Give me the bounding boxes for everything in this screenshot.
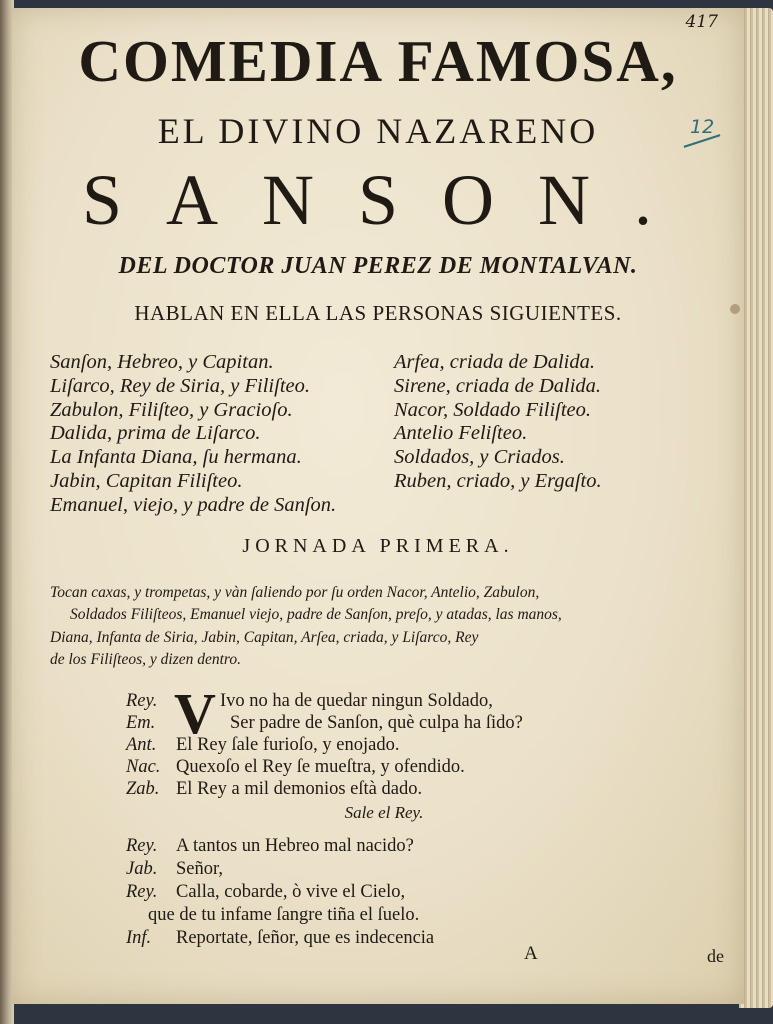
folio-number: 417	[685, 12, 718, 32]
verse-line	[126, 713, 523, 734]
verse-text: Ser padre de Sanſon, què culpa ha ſido?	[230, 713, 523, 733]
catchword: de	[707, 946, 724, 966]
stage-direction-sale: Sale el Rey.	[344, 803, 424, 822]
speaker: Zab.	[126, 779, 160, 799]
signature-mark: A	[524, 943, 538, 964]
verse-line	[126, 928, 434, 949]
verse-line	[126, 735, 399, 756]
cast-entry: Antelio Feliſteo.	[394, 422, 528, 445]
drop-capital: V	[174, 681, 216, 746]
speaker: Jab.	[126, 859, 158, 879]
verse-text: Ivo no ha de quedar ningun Soldado,	[220, 691, 493, 711]
stage-direction-line: Tocan caxas, y trompetas, y vàn ſaliendo por ſu orden Nacor, Antelio, Zabulon,	[50, 584, 540, 601]
cast-entry: Soldados, y Criados.	[394, 446, 565, 469]
stage-direction	[50, 582, 732, 671]
speaker: Rey.	[126, 836, 158, 856]
stage-direction-line: Soldados Filiſteos, Emanuel viejo, padre de Sanſon, preſo, y atadas, las manos,	[70, 606, 562, 624]
verse-line	[126, 691, 493, 712]
verse-text: Señor,	[176, 859, 224, 879]
speaker: Rey.	[126, 882, 158, 902]
cast-entry: Dalida, prima de Liſarco.	[50, 422, 261, 445]
author-line: DEL DOCTOR JUAN PEREZ DE MONTALVAN.	[118, 253, 638, 279]
title-line-3: SANSON.	[81, 160, 697, 240]
cast-entry: Ruben, criado, y Ergaſto.	[394, 469, 602, 492]
cast-entry: Emanuel, viejo, y padre de Sanſon.	[50, 493, 337, 516]
cast-entry: Sanſon, Hebreo, y Capitan.	[50, 351, 274, 373]
speaker: Ant.	[126, 735, 157, 755]
speaker: Em.	[126, 713, 156, 733]
verse-line	[126, 882, 405, 903]
verse-text: A tantos un Hebreo mal nacido?	[176, 836, 414, 856]
verse-line	[126, 905, 419, 926]
page-stack-edges	[739, 8, 773, 1008]
verse-line	[126, 779, 422, 800]
cast-heading: HABLAN EN ELLA LAS PERSONAS SIGUIENTES.	[134, 301, 622, 325]
title-line-2: EL DIVINO NAZARENO	[157, 111, 599, 151]
handwritten-annotation: 12	[690, 116, 715, 138]
verse-text: que de tu infame ſangre tiña el ſuelo.	[148, 905, 420, 925]
cast-entry: Nacor, Soldado Filiſteo.	[394, 398, 592, 421]
verse-line	[126, 836, 414, 857]
verse-text: Calla, cobarde, ò vive el Cielo,	[176, 882, 406, 902]
cast-entry: Zabulon, Filiſteo, y Gracioſo.	[50, 398, 293, 421]
cast-entry: La Infanta Diana, ſu hermana.	[50, 446, 302, 469]
verse-text: Quexoſo el Rey ſe mueſtra, y ofendido.	[176, 757, 465, 777]
title-line-1: COMEDIA FAMOSA,	[78, 28, 678, 94]
cast-list-right	[394, 351, 602, 494]
speaker: Rey.	[126, 691, 158, 711]
book-page	[12, 8, 744, 1004]
stage-direction-line: de los Filiſteos, y dizen dentro.	[50, 650, 241, 668]
verse-text: El Rey a mil demonios eſtà dado.	[176, 779, 423, 799]
cast-entry: Jabin, Capitan Filiſteo.	[50, 469, 243, 492]
cast-list-left	[50, 351, 336, 518]
verse-text: El Rey ſale furioſo, y enojado.	[176, 735, 400, 755]
speaker: Inf.	[126, 928, 152, 948]
verse-text: Reportate, ſeñor, que es indecencia	[176, 928, 435, 948]
cast-entry: Sirene, criada de Dalida.	[394, 374, 602, 397]
verse-line	[126, 859, 223, 880]
verse-line	[126, 757, 465, 778]
cast-entry: Arfea, criada de Dalida.	[394, 351, 595, 373]
speaker: Nac.	[126, 757, 161, 777]
cast-entry: Liſarco, Rey de Siria, y Filiſteo.	[50, 374, 310, 397]
act-heading: JORNADA PRIMERA.	[242, 535, 514, 557]
stage-direction-line: Diana, Infanta de Siria, Jabin, Capitan, Arſea, criada, y Liſarco, Rey	[50, 628, 479, 646]
